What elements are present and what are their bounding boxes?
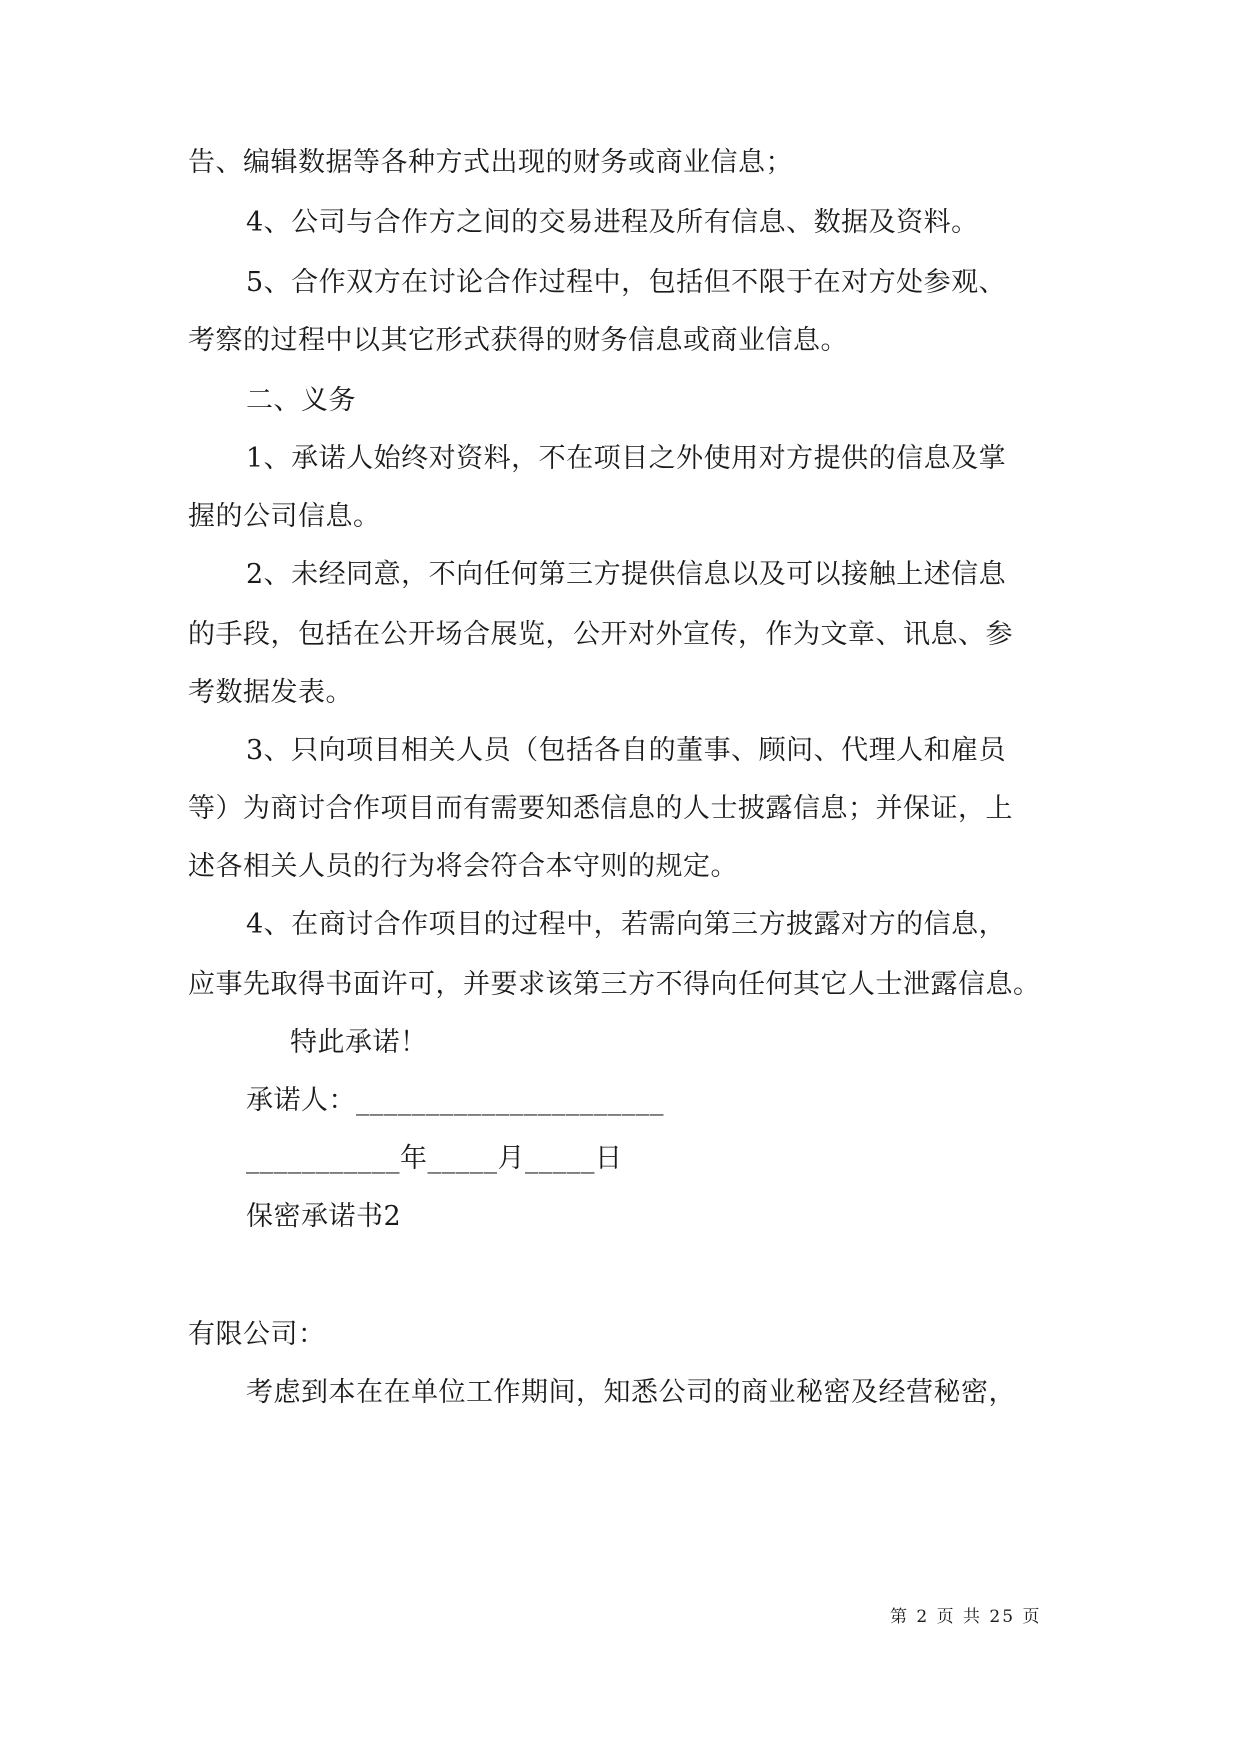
text-line: 等）为商讨合作项目而有需要知悉信息的人士披露信息；并保证，上 [188,793,1013,824]
text-line: 考察的过程中以其它形式获得的财务信息或商业信息。 [188,325,848,356]
date-field: ___________年_____月_____日 [246,1143,623,1174]
text-line: 握的公司信息。 [188,501,381,532]
document-title: 保密承诺书2 [246,1201,402,1232]
addressee: 有限公司： [188,1319,326,1350]
text-line: 的手段，包括在公开场合展览，公开对外宣传，作为文章、讯息、参 [188,619,1013,650]
text-line: 3、只向项目相关人员（包括各自的董事、顾问、代理人和雇员 [246,735,1007,766]
text-line: 1、承诺人始终对资料，不在项目之外使用对方提供的信息及掌 [246,443,1007,474]
signer-field: 承诺人：______________________ [246,1085,664,1116]
text-line: 2、未经同意，不向任何第三方提供信息以及可以接触上述信息 [246,559,1007,590]
text-line: 考虑到本在在单位工作期间，知悉公司的商业秘密及经营秘密， [246,1377,1016,1408]
section-heading: 二、义务 [246,385,356,416]
page-number: 第 2 页 共 25 页 [890,1607,1042,1627]
text-line: 5、合作双方在讨论合作过程中，包括但不限于在对方处参观、 [246,267,1007,298]
text-line: 考数据发表。 [188,677,353,708]
text-line: 4、在商讨合作项目的过程中，若需向第三方披露对方的信息， [246,909,1007,940]
text-line: 述各相关人员的行为将会符合本守则的规定。 [188,851,738,882]
text-line: 4、公司与合作方之间的交易进程及所有信息、数据及资料。 [246,207,979,238]
text-line: 应事先取得书面许可，并要求该第三方不得向任何其它人士泄露信息。 [188,969,1041,1000]
closing-statement: 特此承诺！ [290,1027,428,1058]
text-line: 告、编辑数据等各种方式出现的财务或商业信息； [188,147,793,178]
